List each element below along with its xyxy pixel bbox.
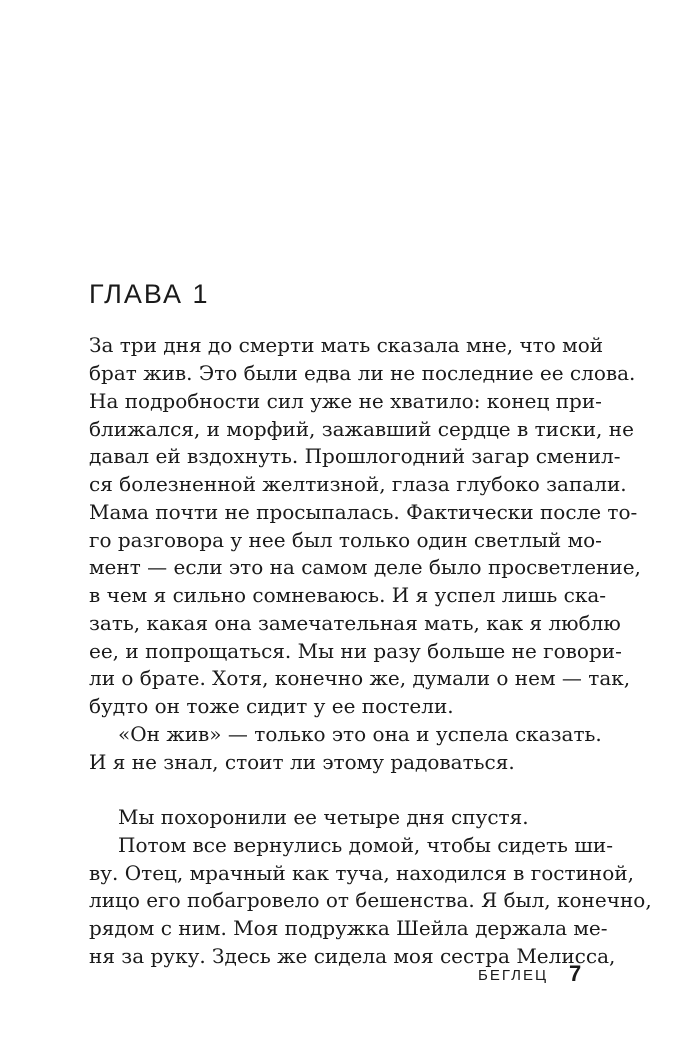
text-line: рядом с ним. Моя подружка Шейла держала ме-	[89, 916, 608, 940]
text-line: будто он тоже сидит у ее постели.	[89, 694, 454, 718]
text-line: Мы похоронили ее четыре дня спустя.	[118, 805, 529, 829]
text-line: И я не знал, стоит ли этому радоваться.	[89, 750, 515, 774]
text-line: ближался, и морфий, зажавший сердце в тиски, не	[89, 417, 634, 441]
text-line: Потом все вернулись домой, чтобы сидеть ши-	[118, 833, 613, 857]
text-line: ее, и попрощаться. Мы ни разу больше не говори-	[89, 639, 622, 663]
text-line: зать, какая она замечательная мать, как я люблю	[89, 611, 621, 635]
page-number: 7	[569, 961, 582, 986]
text-line: брат жив. Это были едва ли не последние ее слова.	[89, 361, 636, 385]
text-line: На подробности сил уже не хватило: конец при-	[89, 389, 602, 413]
text-line: ли о брате. Хотя, конечно же, думали о нем — так,	[89, 666, 631, 690]
text-line: Мама почти не просыпалась. Фактически после то-	[89, 500, 638, 524]
text-line: За три дня до смерти мать сказала мне, что мой	[89, 333, 604, 357]
text-line: в чем я сильно сомневаюсь. И я успел лишь ска-	[89, 583, 607, 607]
text-line: мент — если это на самом деле было просветление,	[89, 555, 641, 579]
text-line: го разговора у нее был только один светлый мо-	[89, 528, 602, 552]
text-line: давал ей вздохнуть. Прошлогодний загар сменил-	[89, 444, 621, 468]
text-line: ся болезненной желтизной, глаза глубоко запали.	[89, 472, 627, 496]
text-line: «Он жив» — только это она и успела сказать.	[118, 722, 602, 746]
text-line: ву. Отец, мрачный как туча, находился в гостиной,	[89, 861, 634, 885]
text-line: ня за руку. Здесь же сидела моя сестра Мелисса,	[89, 944, 616, 968]
running-footer-title: БЕГЛЕЦ	[478, 967, 549, 984]
chapter-title: ГЛАВА 1	[89, 279, 210, 309]
text-line: лицо его побагровело от бешенства. Я был, конечно,	[89, 888, 652, 912]
